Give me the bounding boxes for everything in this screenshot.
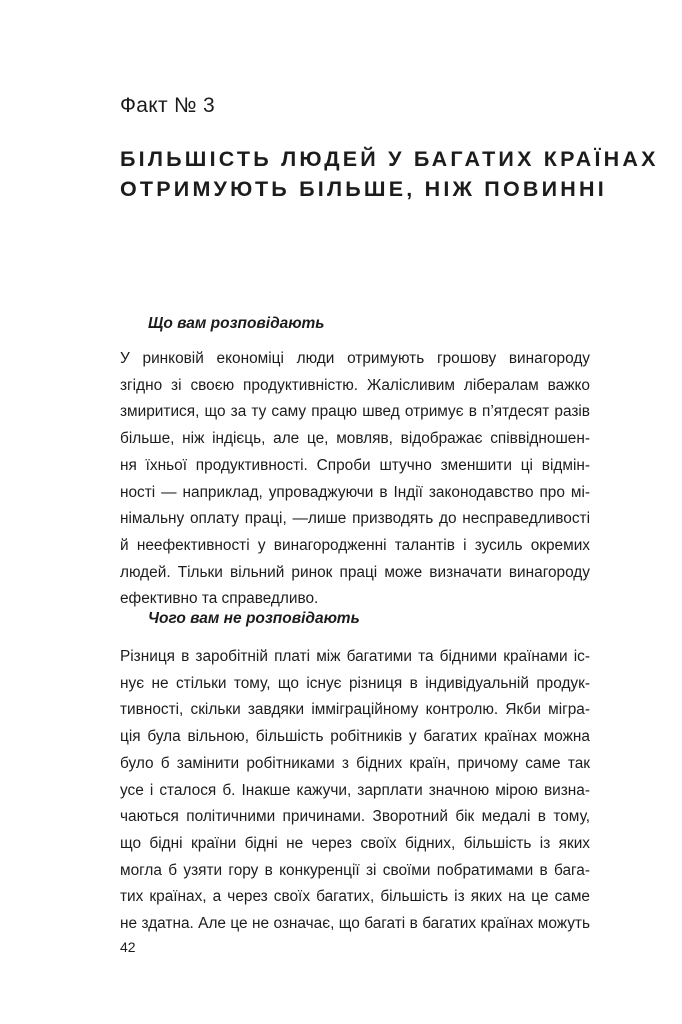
text-line: й неефективності у винагородженні талантів і зусиль окремих xyxy=(120,536,590,554)
text-line: ефективно та справедливо. xyxy=(120,590,319,608)
section-subheading-what-they-tell: Що вам розповідають xyxy=(148,315,325,332)
text-line: чаються політичними причинами. Зворотний бік медалі в тому, xyxy=(120,808,590,826)
heading-line: ОТРИМУЮТЬ БІЛЬШЕ, НІЖ ПОВИННІ xyxy=(120,177,607,201)
text-line: нує не стільки тому, що існує різниця в індивідуальній продук- xyxy=(120,674,590,692)
text-line: тих країнах, а через своїх багатих, більшість із яких на це саме xyxy=(120,888,590,906)
heading-line: БІЛЬШІСТЬ ЛЮДЕЙ У БАГАТИХ КРАЇНАХ xyxy=(120,147,659,171)
chapter-heading xyxy=(120,144,659,204)
text-line: ності — наприклад, упроваджуючи в Індії законодавство про мі- xyxy=(120,483,590,501)
fact-label: Факт № 3 xyxy=(120,94,215,117)
text-line: ня їхньої продуктивності. Спроби штучно зменшити ці відмін- xyxy=(120,456,590,474)
section-subheading-what-they-dont-tell: Чого вам не розповідають xyxy=(148,610,360,627)
section-paragraph-what-they-dont-tell xyxy=(120,644,590,938)
page-number: 42 xyxy=(120,939,136,955)
text-line: змиритися, що за ту саму працю швед отримує в п’ятдесят разів xyxy=(120,403,590,421)
text-line: не здатна. Але це не означає, що багаті в багатих країнах можуть xyxy=(120,915,590,933)
text-line: ція була вільною, більшість робітників у багатих країнах можна xyxy=(120,728,590,746)
text-line: що бідні країни бідні не через своїх бідних, більшість із яких xyxy=(120,834,590,852)
text-line: Різниця в заробітній платі між багатими та бідними країнами іс- xyxy=(120,648,590,665)
text-line: німальну оплату праці, —лише призводять до несправедливості xyxy=(120,510,590,528)
text-line: У ринковій економіці люди отримують грошову винагороду xyxy=(120,350,590,367)
section-paragraph-what-they-tell xyxy=(120,346,590,613)
text-line: було б замінити робітниками з бідних країн, причому саме так xyxy=(120,754,590,772)
text-line: більше, ніж індієць, але це, мовляв, відображає співвідношен- xyxy=(120,430,590,448)
text-line: усе і сталося б. Інакше кажучи, зарплати значною мірою визна- xyxy=(120,781,590,799)
text-line: людей. Тільки вільний ринок праці може визначати винагороду xyxy=(120,563,590,581)
text-line: тивності, скільки завдяки імміграційному контролю. Якби мігра- xyxy=(120,701,590,719)
text-line: згідно зі своєю продуктивністю. Жалісливим лібералам важко xyxy=(120,376,590,394)
text-line: могла б узяти гору в конкуренції зі своїми побратимами в бага- xyxy=(120,861,590,879)
